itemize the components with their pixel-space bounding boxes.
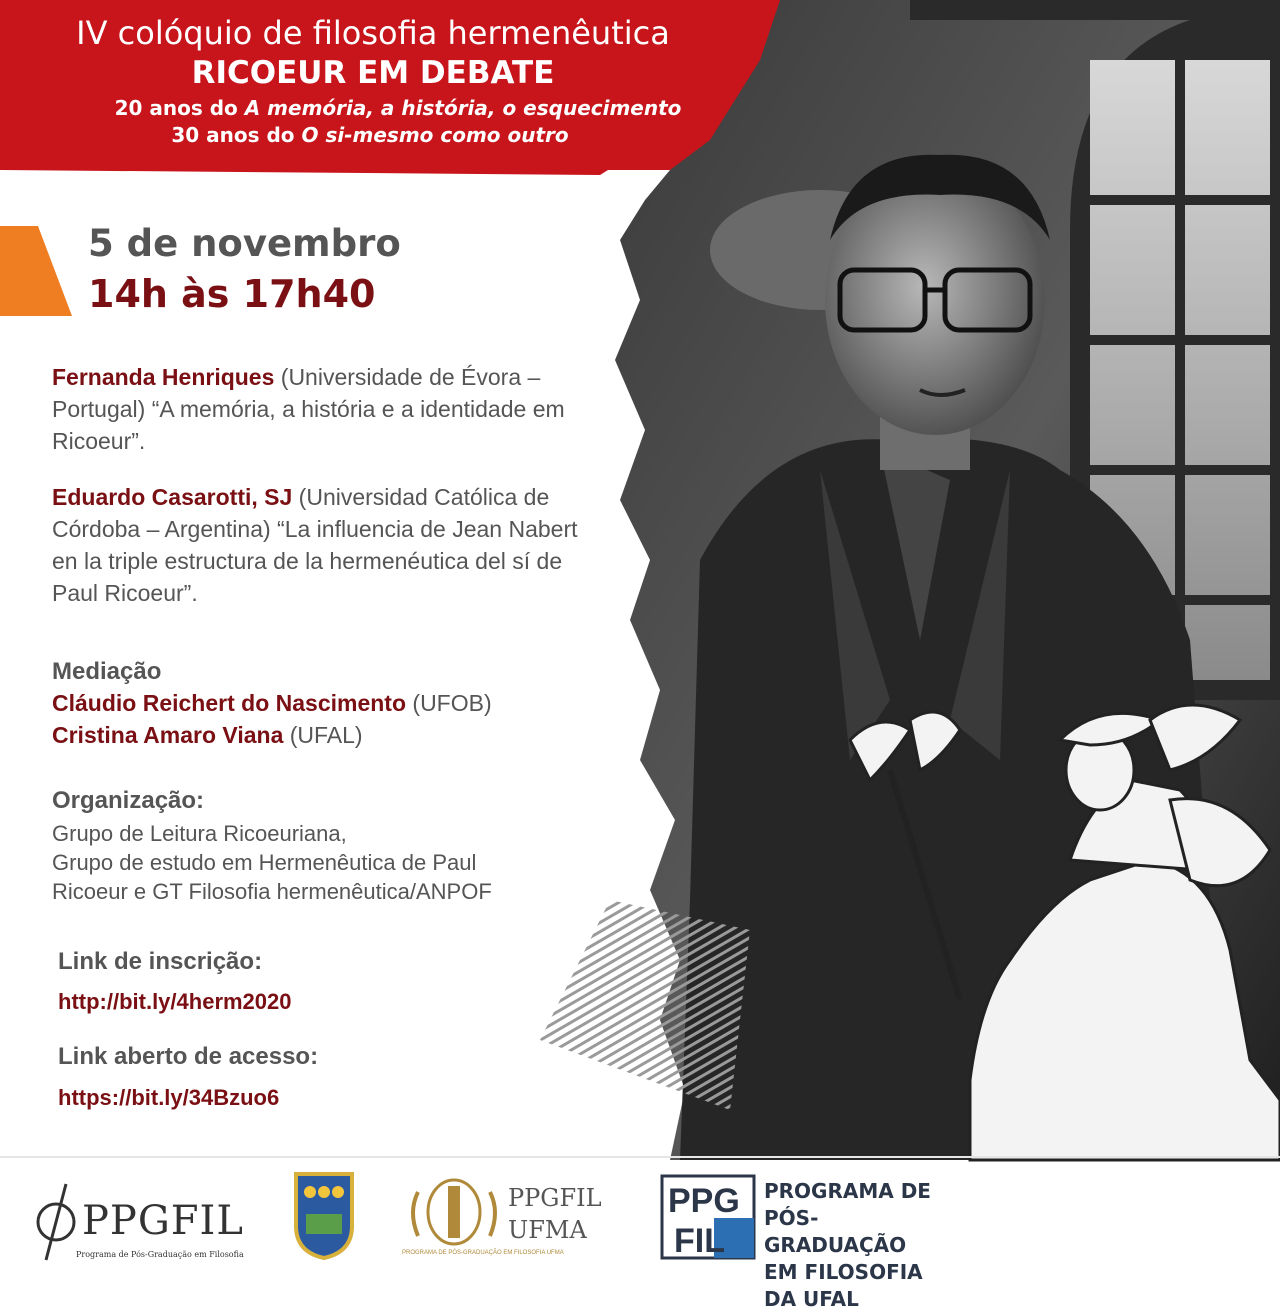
anniversary-line-2	[0, 123, 740, 147]
mediator-2-affiliation: (UFAL)	[283, 722, 363, 748]
talk-1-description: (Universidade de Évora – Portugal) “A memória, a história e a identidade em Ricoeur”.	[52, 364, 565, 454]
ppgfil-ufma-logo	[400, 1172, 630, 1262]
ppgfil-mark-icon	[660, 1174, 756, 1260]
anniversary-1-prefix: 20 anos do	[114, 96, 245, 120]
footer-divider	[0, 1156, 1280, 1158]
speaker-1-name: Fernanda Henriques	[52, 364, 275, 390]
mediator-2	[52, 722, 363, 749]
mediator-2-name: Cristina Amaro Viana	[52, 722, 284, 748]
ppgfil-ufal-logo	[660, 1174, 960, 1311]
ufal-program-line-3: EM FILOSOFIA DA UFAL	[764, 1260, 923, 1311]
talk-2-description: (Universidad Católica de Córdoba – Argentina) “La influencia de Jean Nabert en la triple estructura de la hermenéutica del sí de Paul Ricoeur”.	[52, 484, 578, 606]
university-crest-icon	[292, 1170, 356, 1260]
ufal-program-line-1: PROGRAMA DE	[764, 1179, 931, 1203]
mediation-heading: Mediação	[52, 658, 162, 685]
ppg-mark-text: PPG	[668, 1182, 740, 1220]
ufma-logo-line-1: PPGFIL	[508, 1184, 602, 1212]
ufma-logo-subtitle: PROGRAMA DE PÓS-GRADUAÇÃO EM FILOSOFIA UFMA	[402, 1250, 564, 1256]
organization-heading: Organização:	[52, 787, 205, 814]
access-link[interactable]: https://bit.ly/34Bzuo6	[58, 1085, 280, 1110]
ppgfil-logo-subtitle: Programa de Pós-Graduação em Filosofia	[76, 1250, 244, 1259]
fil-mark-text: FIL	[674, 1222, 725, 1260]
anniversary-line-1	[28, 96, 768, 120]
anniversary-2-prefix: 30 anos do	[171, 123, 302, 147]
talk-2	[52, 481, 592, 609]
ufal-program-line-2: PÓS-GRADUAÇÃO	[764, 1206, 907, 1257]
event-time: 14h às 17h40	[88, 272, 376, 316]
access-link-label: Link aberto de acesso:	[58, 1043, 319, 1070]
phi-icon	[28, 1172, 88, 1262]
organization-line-3: Ricoeur e GT Filosofia hermenêutica/ANPOF	[52, 879, 492, 904]
header-text	[0, 0, 790, 170]
anniversary-1-book: A memória, a história, o esquecimento	[244, 96, 682, 120]
organization-line-1: Grupo de Leitura Ricoeuriana,	[52, 821, 347, 846]
mediator-1-name: Cláudio Reichert do Nascimento	[52, 690, 407, 716]
event-date: 5 de novembro	[88, 222, 401, 265]
anniversary-2-book: O si-mesmo como outro	[301, 123, 569, 147]
registration-link[interactable]: http://bit.ly/4herm2020	[58, 989, 292, 1014]
ppgfil-logo-text: PPGFIL	[82, 1198, 244, 1244]
ppgfil-logo	[22, 1168, 362, 1268]
speaker-2-name: Eduardo Casarotti, SJ	[52, 484, 293, 510]
mediator-1	[52, 690, 492, 717]
colloquium-title: IV colóquio de filosofia hermenêutica	[76, 14, 670, 52]
striped-decoration	[540, 900, 750, 1110]
talk-1	[52, 361, 592, 457]
organization-text	[52, 819, 612, 906]
orange-accent-tab	[0, 226, 72, 316]
mediator-1-affiliation: (UFOB)	[406, 690, 492, 716]
registration-link-label: Link de inscrição:	[58, 948, 263, 975]
organization-line-2: Grupo de estudo em Hermenêutica de Paul	[52, 850, 477, 875]
event-title: RICOEUR EM DEBATE	[191, 55, 555, 91]
ufal-program-name	[764, 1178, 960, 1313]
laurel-emblem-icon	[404, 1172, 504, 1250]
ufma-logo-line-2: UFMA	[508, 1216, 587, 1244]
